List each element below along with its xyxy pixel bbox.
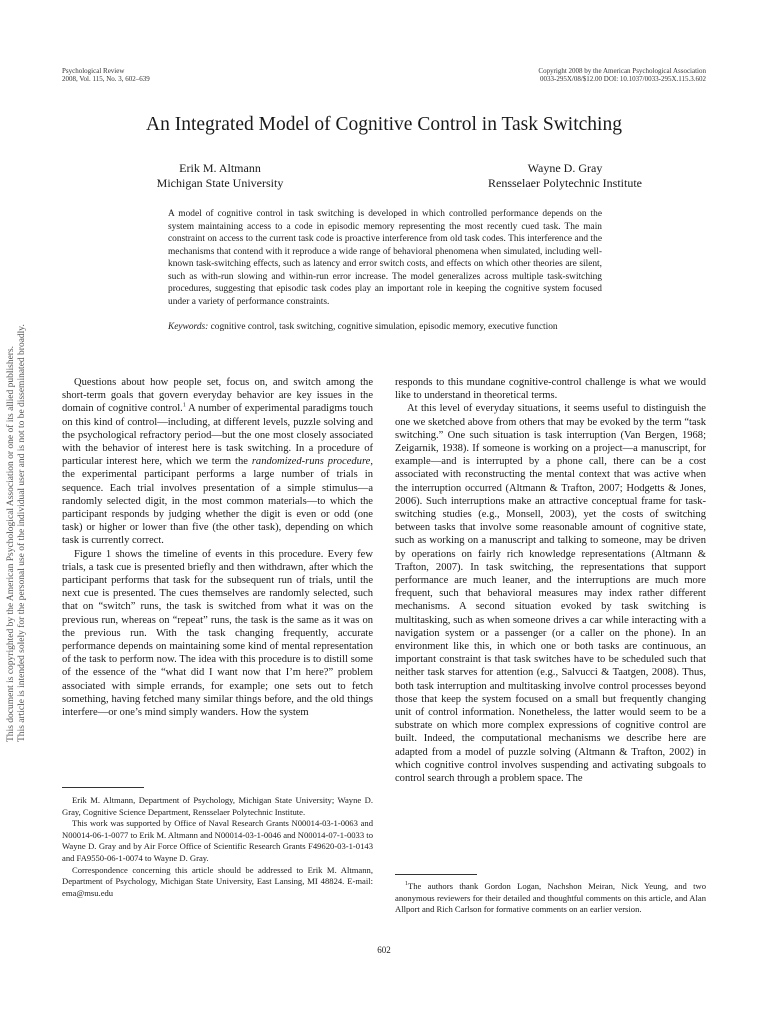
footnote xyxy=(395,881,706,916)
author-affiliation: Michigan State University xyxy=(156,176,284,190)
term-emphasis: randomized-runs procedure xyxy=(251,456,371,468)
keywords xyxy=(168,321,608,334)
paragraph: Figure 1 shows the timeline of events in this procedure. Every few trials, a task cue is presented briefly and then withdrawn, after which the participant performs that task for the subsequent run of trials, until the next cue is presented. The cues themselves are randomly selected, such that on “switch” runs, the task is switched from what it was on the previous run, whereas on “repeat” runs, the task is the same as it was on the previous run. With the task changing frequently, accurate performance depends on maintaining some kind of mental representation of the task to perform now. The idea with this procedure is to distill some of the essence of the “what did I want now that I’m here?” problem associated with simple errands, for example; one sets out to fetch something, having fetched many similar things before, and the old things interfere—or one’s mind simply wanders. How the system xyxy=(62,548,373,719)
footnote-rule-right xyxy=(395,874,477,875)
author-note xyxy=(62,795,373,899)
paper-title: An Integrated Model of Cognitive Control in Task Switching xyxy=(146,114,622,135)
footnote-1: $^1$The authors thank Gordon Logan, Nachshon Meiran, Nick Yeung, and two anonymous reviewers for their detailed and thoughtful comments on this article, and Alan Allport and Rich Carlson for formative comments on an earlier version. xyxy=(395,881,706,915)
page-number: 602 xyxy=(377,945,391,955)
paragraph: Questions about how people set, focus on, and switch among the short-term goals that govern everyday behavior are key issues in the domain of cognitive control.$^1$ A number of experimental paradigms touch on this kind of control—including, at different levels, puzzle solving and the psychological refractory period—but the one most closely associated with the behavior of interest here is task switching. In a procedure of particular interest here, which we term the randomized-runs procedure, the experimental participant performs a large number of trials in sequence. Each trial involves presentation of a simple stimulus—a randomly selected digit, in the most common materials—to which the participant responds by judging whether the digit is even or odd (one task) or higher or lower than five (the other task), depending on which task is currently correct. xyxy=(62,377,373,547)
journal-name: Psychological Review xyxy=(62,67,125,75)
author-note-correspondence: Correspondence concerning this article should be addressed to Erik M. Altmann, Department of Psychology, Michigan State University, East Lansing, MI 48824. E-mail: ema@msu.edu xyxy=(62,864,373,898)
side-notice-line-2: This article is intended solely for the personal use of the individual user and is not to be disseminated broadly. xyxy=(17,324,27,742)
author-block-1 xyxy=(150,161,290,191)
side-notice-line-1: This document is copyrighted by the American Psychological Association or one of its allied publishers. xyxy=(6,345,16,742)
author-name: Erik M. Altmann xyxy=(179,161,261,175)
abstract: A model of cognitive control in task switching is developed in which controlled performance depends on the system maintaining access to a code in episodic memory representing the most recently cued task. The main constraint on access to the current task code is proactive interference from old task codes. This interference and the mechanisms that contend with it reproduce a wide range of behavioral phenomena when simulated, including well-known task-switching effects, such as latency and error switch costs, and effects on which other theories are silent, such as with-run slowing and within-run error increase. The model generalizes across multiple task-switching procedures, suggesting that episodic task codes play an important role in keeping the cognitive system focused under a variety of performance constraints. xyxy=(168,209,602,307)
footnote-marker: 1 xyxy=(182,402,186,409)
journal-volume: 2008, Vol. 115, No. 3, 602–639 xyxy=(62,75,150,83)
author-name: Wayne D. Gray xyxy=(527,161,603,175)
paragraph: At this level of everyday situations, it seems useful to distinguish the one we sketched above from others that may be evoked by the term “task switching.” One such situation is task interruption (Van Bergen, 1968; Zeigarnik, 1938). If someone is working on a project—a manuscript, for example—and is interrupted by a phone call, there can be a cost associated with reconstructing the mental context that was active when the interruption occurred (Altmann & Trafton, 2007; Hodgetts & Jones, 2006). Such interruptions make an attractive conceptual frame for task-switching studies (e.g., Monsell, 2003), yet the costs of switching between tasks that involve some reasonable amount of cognitive state, such as working on a manuscript and talking to someone, may be driven by operations on fairly rich knowledge representations (Altmann & Trafton, 2007). In task switching, the representations that support performance are much leaner, and the interruptions are much more frequent, such that behavioral measures may index rather different mechanisms. A second situation evoked by task switching is multitasking, such as when someone drives a car while interacting with a navigation system or a passenger (or a caller on the phone). In an environment like this, in which one or both tasks are continuous, an important constraint is that task switches have to be scheduled such that neither task starves for attention (e.g., Salvucci & Taatgen, 2008). Thus, both task interruption and multitasking involve control processes beyond those that keep the system focused on a small but frequently changing unit of control information. Nonetheless, the latter would seem to be a substrate on which more complex expressions of cognitive control are built. Indeed, the computational mechanisms we describe here are adapted from a model of puzzle solving (Altmann & Trafton, 2002) in which cognitive control involves suspending and activating subgoals to control search through a problem space. The xyxy=(395,403,706,785)
keywords-label: Keywords: xyxy=(168,322,209,332)
author-affiliation: Rensselaer Polytechnic Institute xyxy=(488,176,642,190)
author-note-affiliations: Erik M. Altmann, Department of Psychology, Michigan State University; Wayne D. Gray, Cognitive Science Department, Rensselaer Polytechnic Institute. xyxy=(62,795,373,817)
body-column-right xyxy=(395,376,706,785)
footnote-marker: 1 xyxy=(405,881,408,888)
doi-line: 0033-295X/08/$12.00 DOI: 10.1037/0033-295X.115.3.602 xyxy=(540,75,706,83)
copyright-side-notice xyxy=(6,0,66,742)
keywords-text: cognitive control, task switching, cognitive simulation, episodic memory, executive function xyxy=(210,322,558,332)
author-block-2 xyxy=(465,161,665,191)
body-column-left xyxy=(62,376,373,719)
journal-info xyxy=(62,67,150,83)
copyright-info xyxy=(538,67,706,83)
author-note-funding: This work was supported by Office of Naval Research Grants N00014-03-1-0063 and N00014-06-1-0077 to Erik M. Altmann and N00014-03-1-0046 and N00014-07-1-0033 to Wayne D. Gray and by Air Force Office of Scientific Research Grants F49620-03-1-0143 and FA9550-06-1-0074 to Wayne D. Gray. xyxy=(62,818,373,863)
footnote-rule-left xyxy=(62,787,144,788)
paragraph: responds to this mundane cognitive-control challenge is what we would like to understand in theoretical terms. xyxy=(395,377,706,402)
copyright-line: Copyright 2008 by the American Psychological Association xyxy=(538,67,706,75)
